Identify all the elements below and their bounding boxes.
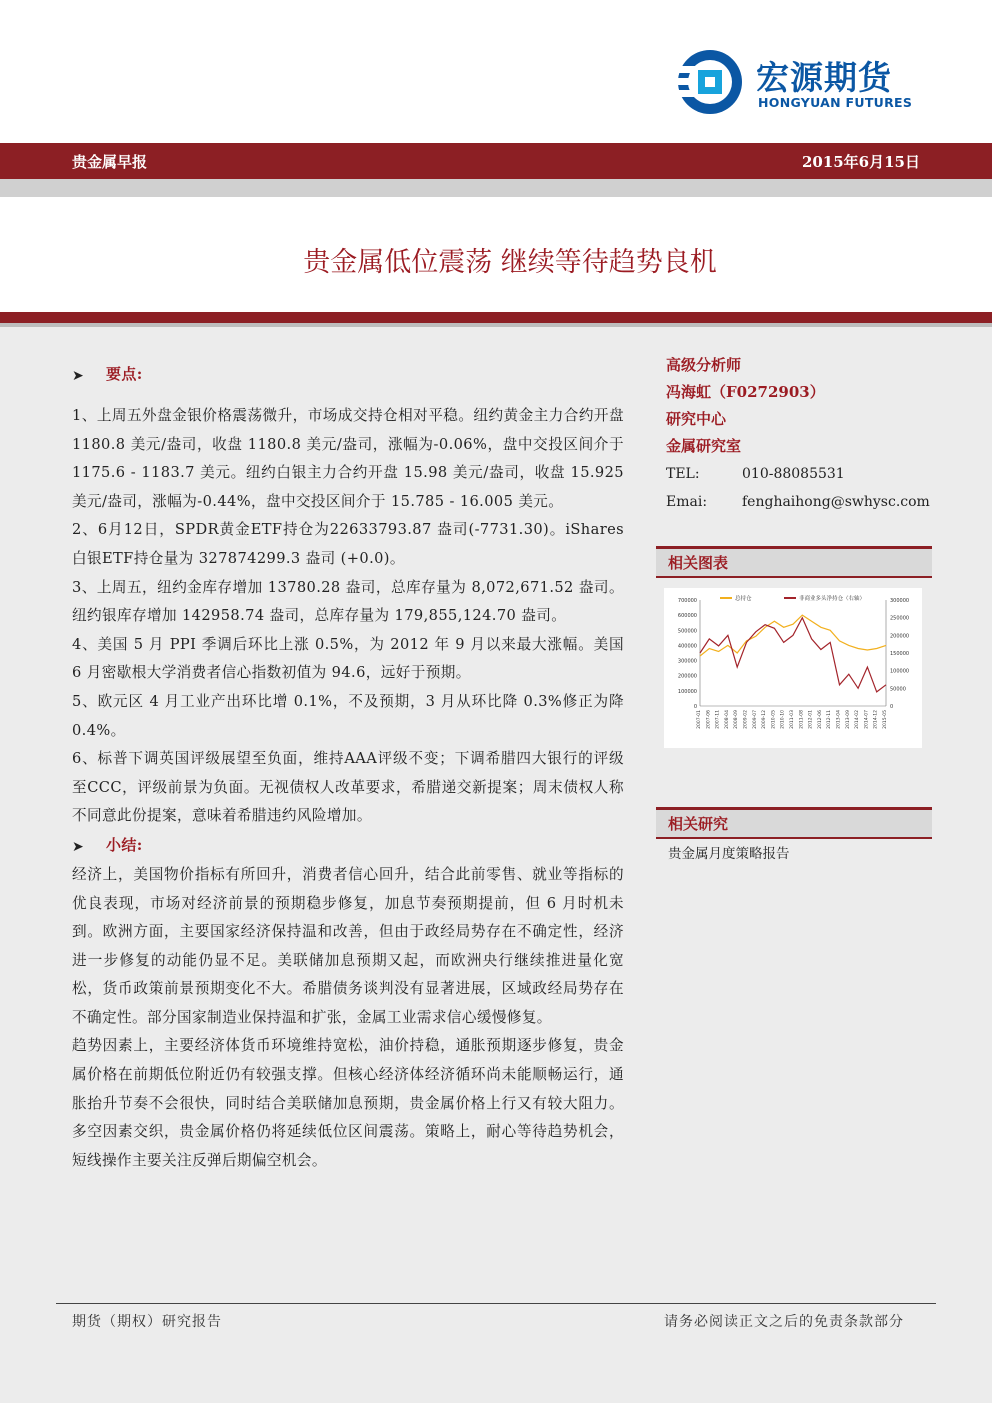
- x-tick-label: 2011-08: [799, 710, 805, 729]
- x-tick-label: 2007-01: [697, 710, 702, 729]
- related-research-heading: 相关研究: [656, 810, 932, 837]
- right-tick-label: 300000: [890, 598, 910, 604]
- report-header-bar: [0, 143, 992, 179]
- related-chart: [664, 588, 922, 748]
- summary-paragraph-2: 趋势因素上，主要经济体货币环境维持宽松，油价持稳，通胀预期逐步修复，贵金属价格在前期低位附近仍有较强支撑。但核心经济体经济循环尚未能顺畅运行，通胀抬升节奏不会很快，同时结合美联储加息预期，贵金属价格上行又有较大阻力。多空因素交织，贵金属价格仍将延续低位区间震荡。策略上，耐心等待趋势机会，短线操作主要关注反弹后期偏空机会。: [72, 1037, 624, 1169]
- left-tick-label: 100000: [677, 688, 697, 695]
- left-tick-label: 300000: [677, 658, 697, 665]
- x-tick-label: 2014-07: [864, 710, 870, 729]
- left-tick-label: 0: [693, 704, 697, 710]
- x-tick-label: 2014-02: [855, 710, 861, 729]
- left-tick-label: 600000: [677, 613, 697, 620]
- key-point-6: 6、标普下调英国评级展望至负面，维持AAA评级不变；下调希腊四大银行的评级至CCC，评级前景为负面。无视债权人改革要求，希腊递交新提案；周末债权人称不同意此份提案，意味着希腊违约风险增加。: [72, 750, 624, 825]
- related-research-item[interactable]: 贵金属月度策略报告: [668, 846, 790, 862]
- x-tick-label: 2014-12: [873, 710, 879, 729]
- brand-name-cn: 宏源期货: [756, 58, 892, 97]
- key-point-2: 2、6月12日，SPDR黄金ETF持仓为22633793.87 盎司(-7731.30)。iShares 白银ETF持仓量为 327874299.3 盎司 (+0.0)。: [72, 521, 624, 567]
- analyst-dept1: 研究中心: [666, 410, 727, 428]
- x-tick-label: 2012-06: [817, 710, 823, 729]
- right-tick-label: 150000: [890, 651, 910, 657]
- legend-label-2: 非商业多头净持仓（右轴）: [799, 596, 866, 602]
- x-tick-label: 2009-02: [743, 710, 749, 729]
- brand-name-en: HONGYUAN FUTURES: [758, 95, 913, 110]
- left-tick-label: 400000: [677, 643, 697, 650]
- key-point-3: 3、上周五，纽约金库存增加 13780.28 盎司，总库存量为 8,072,671.52 盎司。纽约银库存增加 142958.74 盎司，总库存量为 179,855,124.70 盎司。: [72, 578, 624, 625]
- footer-left: 期货（期权）研究报告: [72, 1314, 222, 1330]
- x-tick-label: 2011-03: [790, 710, 795, 729]
- right-tick-label: 200000: [890, 633, 910, 640]
- arrow-bullet-icon: ➤: [72, 838, 85, 855]
- left-tick-label: 200000: [677, 673, 697, 680]
- analyst-tel: TEL: 010-88085531: [666, 466, 845, 482]
- key-point-5: 5、欧元区 4 月工业产出环比增 0.1%，不及预期，3 月从环比降 0.3%修正为降 0.4%。: [72, 692, 624, 739]
- legend-label-1: 总持仓: [735, 596, 752, 602]
- x-tick-label: 2012-01: [808, 710, 814, 729]
- x-tick-label: 2010-10: [780, 710, 786, 729]
- x-tick-label: 2008-09: [734, 710, 740, 729]
- x-tick-label: 2007-06: [706, 710, 712, 729]
- footer-disclaimer[interactable]: 请务必阅读正文之后的免责条款部分: [664, 1314, 904, 1330]
- analyst-info: [666, 352, 932, 516]
- position-line-chart: [664, 588, 922, 748]
- x-tick-label: 2007-11: [715, 710, 721, 729]
- analyst-dept2: 金属研究室: [666, 437, 742, 455]
- key-point-4: 4、美国 5 月 PPI 季调后环比上涨 0.5%，为 2012 年 9 月以来最大涨幅。美国 6 月密歇根大学消费者信心指数初值为 94.6，远好于预期。: [72, 635, 624, 682]
- left-tick-label: 500000: [677, 628, 697, 635]
- x-tick-label: 2013-04: [836, 710, 842, 729]
- hongyuan-logo-icon: [676, 48, 744, 116]
- x-tick-label: 2008-04: [724, 710, 730, 729]
- title-divider-grey: [0, 323, 992, 327]
- report-date: 2015年6月15日: [801, 153, 920, 171]
- left-tick-label: 700000: [677, 598, 697, 604]
- email-link[interactable]: fenghaihong@swhysc.com: [742, 494, 930, 510]
- summary-heading: ➤ 小结:: [72, 831, 624, 861]
- header-divider: [0, 179, 992, 197]
- right-tick-label: 100000: [890, 668, 910, 675]
- brand-logo: [676, 48, 926, 118]
- related-chart-heading: 相关图表: [656, 549, 932, 576]
- summary-paragraph-1: 经济上，美国物价指标有所回升，消费者信心回升，结合此前零售、就业等指标的优良表现，市场对经济前景的预期稳步修复，加息节奏预期提前，但 6 月时机未到。欧洲方面，主要国家经济保持温和改善，但由于政经局势存在不确定性，经济进一步修复的动能仍显不足。美联储加息预期又起，而欧洲央行继续推进量化宽松，货币政策前景预期变化不大。希腊债务谈判没有显著进展，区域政经局势存在不确定性。部分国家制造业保持温和扩张，金属工业需求信心缓慢修复。: [72, 865, 624, 1026]
- x-tick-label: 2009-07: [752, 710, 758, 729]
- footer-divider: [56, 1303, 936, 1304]
- right-tick-label: 0: [890, 704, 894, 710]
- title-divider-red: [0, 312, 992, 323]
- main-content: [72, 360, 624, 1175]
- x-tick-label: 2015-05: [883, 710, 888, 729]
- right-tick-label: 250000: [890, 615, 910, 622]
- key-points-heading: ➤ 要点:: [72, 360, 624, 394]
- report-type: 贵金属早报: [72, 153, 148, 171]
- analyst-email: Emai: fenghaihong@swhysc.com: [666, 488, 932, 516]
- analyst-title: 高级分析师: [666, 356, 742, 374]
- x-tick-label: 2013-09: [845, 710, 851, 729]
- arrow-bullet-icon: ➤: [72, 368, 85, 384]
- related-chart-section: [656, 546, 932, 578]
- related-research-section: [656, 807, 932, 839]
- x-tick-label: 2010-05: [771, 710, 777, 729]
- x-tick-label: 2009-12: [762, 710, 768, 729]
- analyst-name: 冯海虹（F0272903）: [666, 383, 825, 401]
- x-tick-label: 2012-11: [827, 710, 833, 729]
- key-point-1: 1、上周五外盘金银价格震荡微升，市场成交持仓相对平稳。纽约黄金主力合约开盘 1180.8 美元/盎司，收盘 1180.8 美元/盎司，涨幅为-0.06%，盘中交投区间介于 1175.6 - 1183.7 美元。纽约白银主力合约开盘 15.98 美元/盎司，收盘 15.925 美元/盎司，涨幅为-0.44%，盘中交投区间介于 15.785 - 16.005 美元。: [72, 407, 624, 510]
- right-tick-label: 50000: [890, 686, 906, 693]
- report-title: 贵金属低位震荡 继续等待趋势良机: [303, 247, 717, 278]
- series-line-2: [700, 618, 886, 692]
